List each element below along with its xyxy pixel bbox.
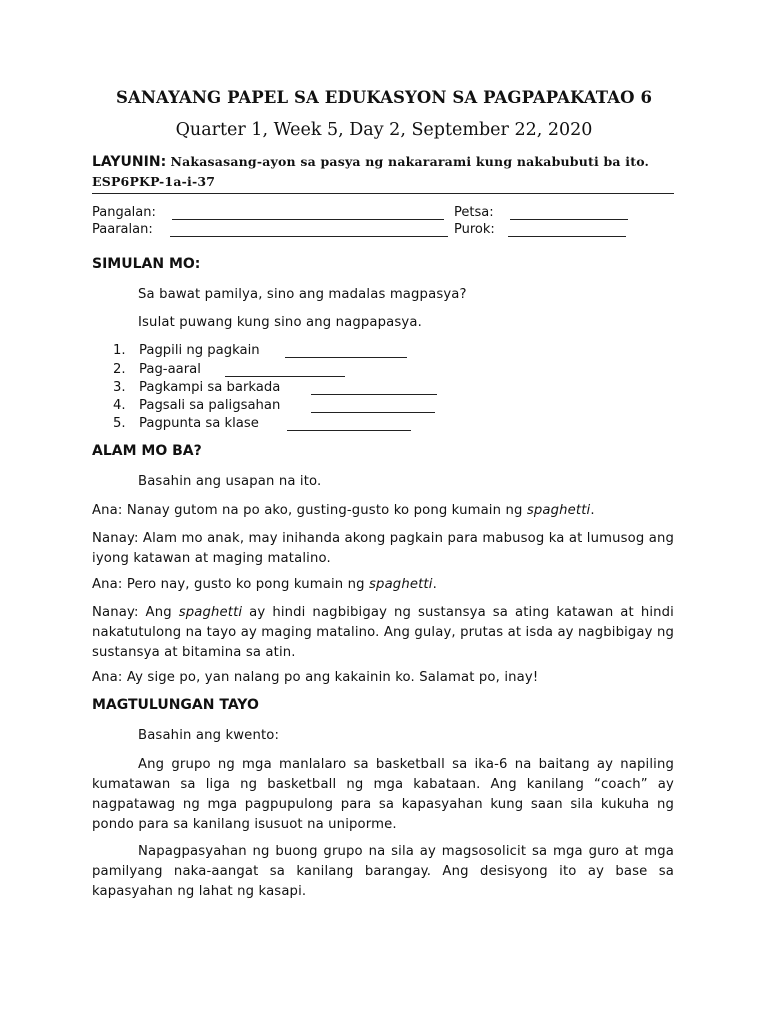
name-label: Pangalan: [92,205,156,220]
date-field[interactable] [510,205,628,220]
dialogue-line [92,603,674,663]
section-heading-alam: ALAM MO BA? [92,443,202,459]
list-number: 5. [113,416,126,431]
page-title: SANAYANG PAPEL SA EDUKASYON SA PAGPAPAKATAO 6 [115,88,653,107]
section-heading-simulan: SIMULAN MO: [92,256,201,272]
name-field[interactable] [172,205,444,220]
dialogue-line [92,501,674,521]
simulan-instruction: Isulat puwang kung sino ang nagpapasya. [138,315,422,330]
objective-label: LAYUNIN: [92,154,167,170]
dialogue-italic: spaghetti [526,503,591,518]
school-label: Paaralan: [92,222,153,237]
dialogue-line: Nanay: Alam mo anak, may inihanda akong pagkain para mabusog ka at lumusog ang iyong katawan at maging matalino. [92,531,674,566]
dialogue-text: Nanay: Ang [92,605,179,620]
dialogue-line: Ana: Ay sige po, yan nalang po ang kakainin ko. Salamat po, inay! [92,670,539,685]
answer-blank[interactable] [311,398,435,413]
purok-field[interactable] [508,222,626,237]
name-date-row [92,205,692,223]
dialogue-italic: spaghetti [178,605,243,620]
objective [92,152,674,194]
list-number: 1. [113,343,126,358]
simulan-question: Sa bawat pamilya, sino ang madalas magpasya? [138,287,467,302]
story-paragraph: Ang grupo ng mga manlalaro sa basketball sa ika-6 na baitang ay napiling kumatawan sa liga ng basketball ng mga kabataan. Ang kanilang “coach” ay nagpatawag ng mga pagpupulong para sa kapasyahan kung saan sila kukuha ng pondo para sa kanilang isusuot na uniporme. [92,757,674,832]
school-field[interactable] [170,222,448,237]
dialogue-italic: spaghetti [369,577,433,592]
school-purok-row [92,222,692,240]
list-number: 4. [113,398,126,413]
objective-text: Nakasasang-ayon sa pasya ng nakararami kung nakabubuti ba ito. ESP6PKP-1a-i-37 [92,154,650,189]
answer-blank[interactable] [287,416,411,431]
answer-blank[interactable] [225,362,345,377]
dialogue-line [92,575,674,595]
dialogue-text: . [590,503,595,518]
section-heading-magtulungan: MAGTULUNGAN TAYO [92,697,259,713]
answer-blank[interactable] [285,343,407,358]
purok-label: Purok: [454,222,495,237]
list-text: Pagpili ng pagkain [139,343,260,358]
list-text: Pagpunta sa klase [139,416,259,431]
page-subtitle: Quarter 1, Week 5, Day 2, September 22, 2020 [175,120,593,140]
magtulungan-intro: Basahin ang kwento: [138,728,280,743]
list-text: Pag-aaral [139,362,201,377]
dialogue-text: . [432,577,437,592]
answer-blank[interactable] [311,380,437,395]
list-number: 2. [113,362,126,377]
dialogue-text: Ana: Pero nay, gusto ko pong kumain ng [92,577,370,592]
story-paragraph: Napagpasyahan ng buong grupo na sila ay magsosolicit sa mga guro at mga pamilyang naka-aangat sa kanilang barangay. Ang desisyong ito ay base sa kapasyahan ng lahat ng kasapi. [92,844,674,899]
dialogue-text: ay hindi nagbibigay ng sustansya sa ating katawan at hindi nakatutulong na tayo ay maging matalino. Ang gulay, prutas at isda ay nagbibigay ng sustansya at bitamina sa atin. [92,605,674,660]
list-number: 3. [113,380,126,395]
list-text: Pagkampi sa barkada [139,380,281,395]
alam-intro: Basahin ang usapan na ito. [138,474,322,489]
list-text: Pagsali sa paligsahan [139,398,281,413]
dialogue-text: Ana: Nanay gutom na po ako, gusting-gusto ko pong kumain ng [92,503,527,518]
date-label: Petsa: [454,205,494,220]
